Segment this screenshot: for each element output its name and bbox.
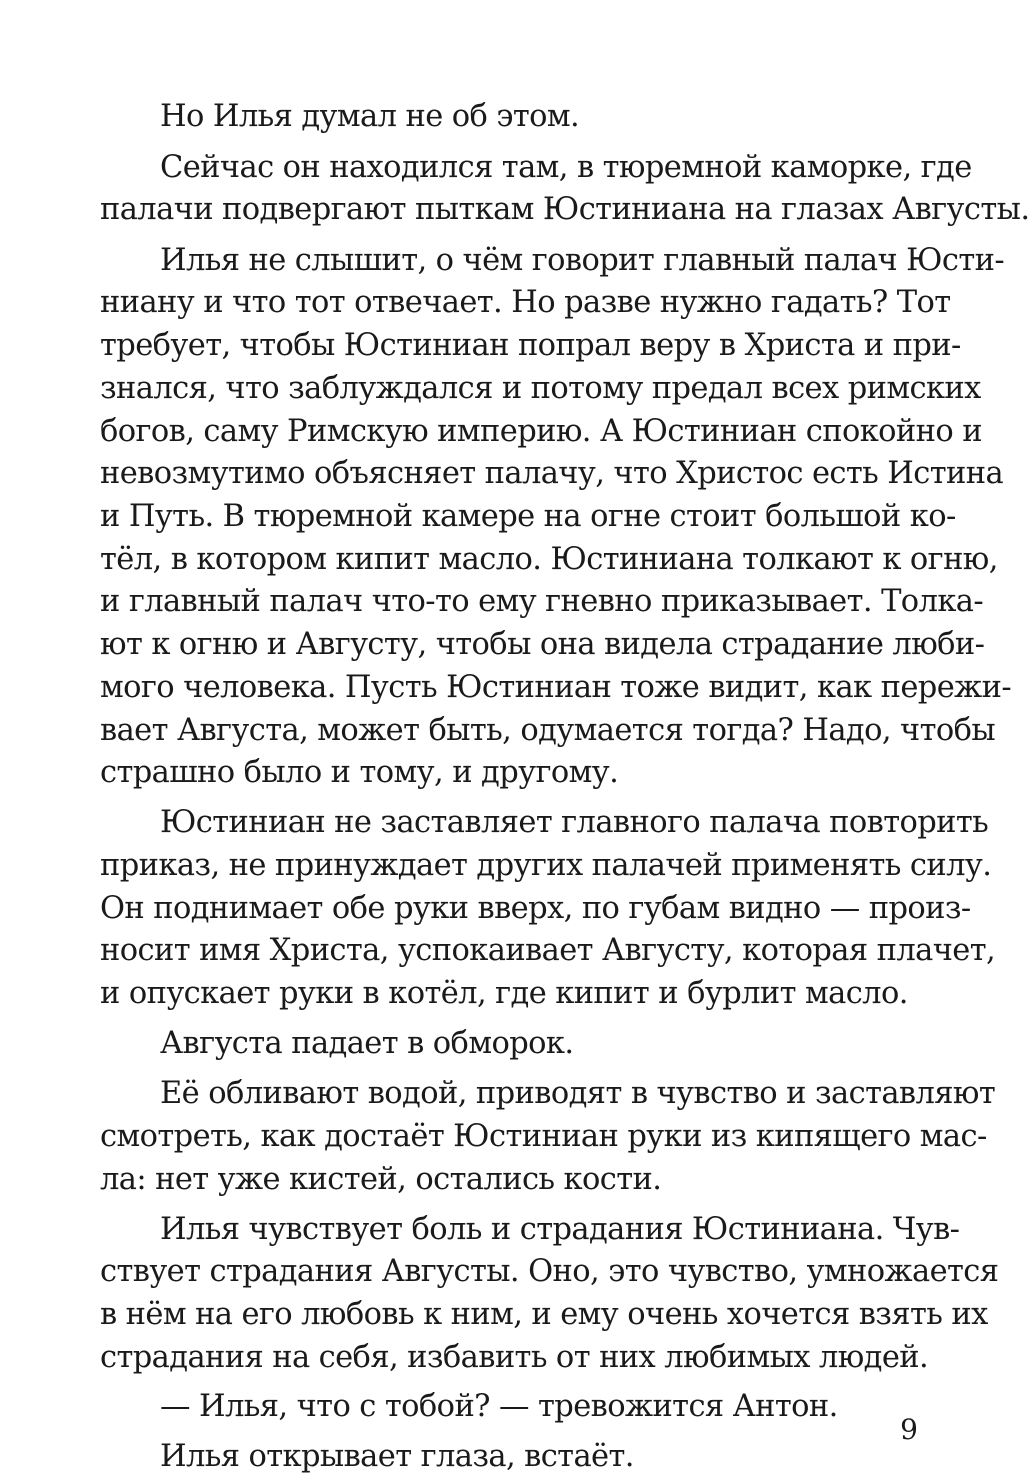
text-line: приказ, не принуждает других палачей применять силу. xyxy=(100,848,992,883)
text-line: невозмутимо объясняет палачу, что Христос есть Истина xyxy=(100,456,1004,491)
text-line: и опускает руки в котёл, где кипит и бурлит масло. xyxy=(100,976,908,1011)
text-line: Илья не слышит, о чём говорит главный палач Юсти- xyxy=(160,243,1005,278)
text-line: Августа падает в обморок. xyxy=(160,1026,574,1061)
text-line: Илья открывает глаза, встаёт. xyxy=(160,1439,634,1474)
text-line: палачи подвергают пыткам Юстиниана на глазах Августы. xyxy=(100,192,1029,227)
text-line: ла: нет уже кистей, остались кости. xyxy=(100,1162,662,1197)
text-line: в нём на его любовь к ним, и ему очень хочется взять их xyxy=(100,1297,988,1332)
text-line: Юстиниан не заставляет главного палача повторить xyxy=(160,805,989,840)
text-line: богов, саму Римскую империю. А Юстиниан спокойно и xyxy=(100,414,982,449)
text-line: ют к огню и Августу, чтобы она видела страдание люби- xyxy=(100,627,985,662)
page-number: 9 xyxy=(900,1413,918,1446)
text-line: Сейчас он находился там, в тюремной каморке, где xyxy=(160,150,972,185)
text-line: мого человека. Пусть Юстиниан тоже видит, как пережи- xyxy=(100,670,1012,705)
text-line: Но Илья думал не об этом. xyxy=(160,99,580,134)
text-line: и Путь. В тюремной камере на огне стоит большой ко- xyxy=(100,499,956,534)
text-line: — Илья, что с тобой? — тревожится Антон. xyxy=(160,1389,838,1424)
page-text xyxy=(100,92,1029,1474)
text-line: требует, чтобы Юстиниан попрал веру в Христа и при- xyxy=(100,328,961,363)
text-line: Он поднимает обе руки вверх, по губам видно — произ- xyxy=(100,891,971,926)
text-line: носит имя Христа, успокаивает Августу, которая плачет, xyxy=(100,933,996,968)
text-line: смотреть, как достаёт Юстиниан руки из кипящего мас- xyxy=(100,1119,987,1154)
text-line: и главный палач что-то ему гневно приказывает. Толка- xyxy=(100,584,984,619)
text-line: знался, что заблуждался и потому предал всех римских xyxy=(100,371,981,406)
text-line: ствует страдания Августы. Оно, это чувство, умножается xyxy=(100,1254,999,1289)
text-line: Илья чувствует боль и страдания Юстиниана. Чув- xyxy=(160,1212,960,1247)
text-line: страшно было и тому, и другому. xyxy=(100,755,619,790)
text-line: тёл, в котором кипит масло. Юстиниана толкают к огню, xyxy=(100,542,998,577)
text-line: вает Августа, может быть, одумается тогда? Надо, чтобы xyxy=(100,713,996,748)
text-line: ниану и что тот отвечает. Но разве нужно гадать? Тот xyxy=(100,285,951,320)
text-line: страдания на себя, избавить от них любимых людей. xyxy=(100,1340,929,1375)
text-line: Её обливают водой, приводят в чувство и заставляют xyxy=(160,1076,996,1111)
